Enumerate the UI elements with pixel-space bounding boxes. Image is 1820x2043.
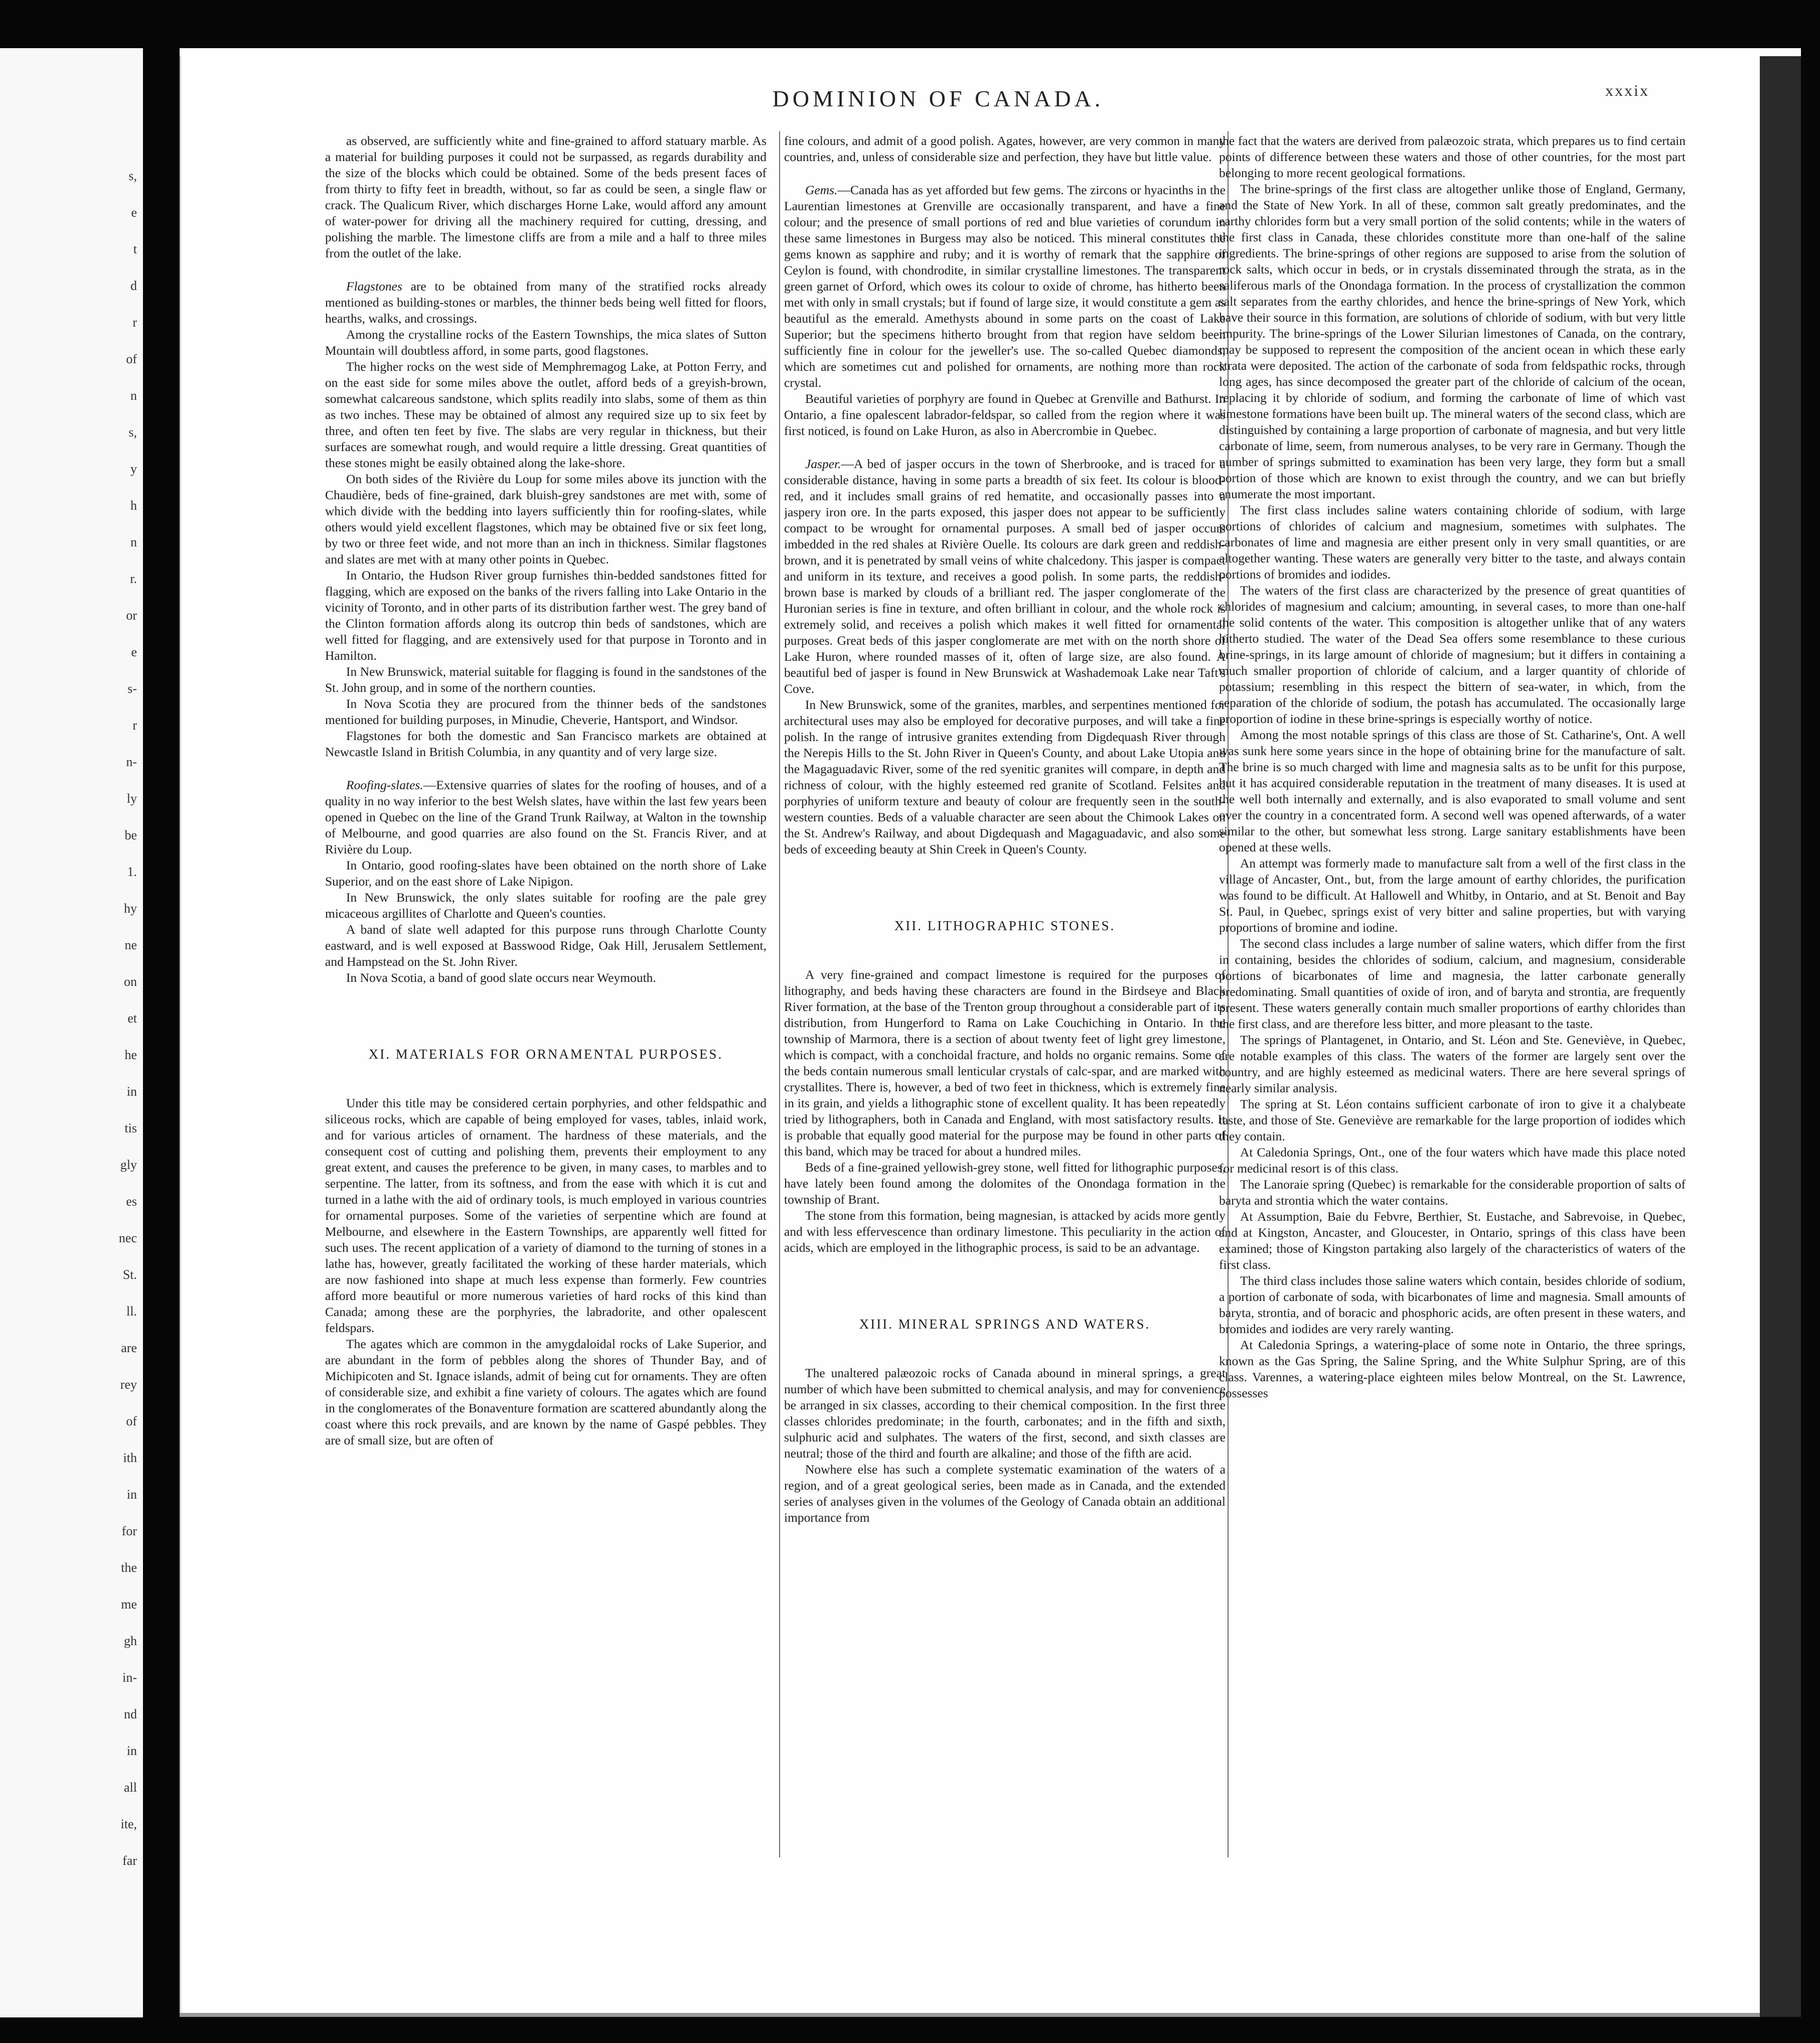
margin-fragment: or xyxy=(126,608,137,623)
margin-fragment: ne xyxy=(124,938,137,952)
paragraph-text: The brine-springs of the first class are altogether unlike those of England, Germany, and the State of New York. In all of these, common salt greatly predominates, and the earthy chlorides form but a very small portion of the solid contents; while in the waters of the first class in Canada, these chlorides constitute more than one-half of the saline ingredients. The brine-springs of other regions are supposed to arise from the solution of rock salts, which occur in beds, or in crystals disseminated through the strata, as in the saliferous marls of the Onondaga formation. In the process of crystallization the common salt separates from the earthy chlorides, and hence the brine-springs of New York, which have their source in this formation, are solutions of chloride of sodium, with but very little impurity. The brine-springs of the Lower Silurian limestones of Canada, on the contrary, may be supposed to represent the composition of the ancient ocean in which these early strata were deposited. The action of the carbonate of soda from feldspathic rocks, through long ages, has since decomposed the greater part of the chloride of calcium of the ocean, replacing it by chloride of sodium, and forming the carbonate of lime of which vast limestone formations have been built up. The mineral waters of the second class, which are distinguished by containing a large proportion of carbonate of magnesia, and but very little carbonate of lime, seem, from numerous analyses, to be very rare in Germany. Though the number of springs submitted to examination has been very large, they form but a small portion of those which are known to exist through the country, and we can but briefly enumerate the most important. xyxy=(1219,182,1686,501)
margin-fragment: in xyxy=(126,1487,137,1502)
margin-fragment: s- xyxy=(127,681,137,696)
margin-fragment: e xyxy=(131,205,137,220)
paragraph-text: In Nova Scotia they are procured from the thinner beds of the sandstones mentioned for building purposes, in Minudie, Cheverie, Hantsport, and Windsor. xyxy=(325,696,767,727)
margin-fragment: es xyxy=(126,1194,137,1209)
section-heading-xiii: XIII. MINERAL SPRINGS AND WATERS. xyxy=(859,1317,1151,1332)
margin-fragment: tis xyxy=(124,1121,137,1135)
margin-fragment: ll. xyxy=(126,1304,137,1319)
margin-fragment: ith xyxy=(123,1450,137,1465)
paragraph xyxy=(325,278,767,327)
margin-fragment: r xyxy=(132,315,137,330)
paragraph-text: Beds of a fine-grained yellowish-grey stone, well fitted for lithographic purposes, have lately been found among the dolomites of the Onondaga formation in the township of Brant. xyxy=(784,1160,1226,1207)
paragraph xyxy=(784,391,1226,439)
paragraph-text: In New Brunswick, material suitable for flagging is found in the sandstones of the St. John group, and in some of the northern counties. xyxy=(325,664,767,695)
paragraph xyxy=(325,1336,767,1448)
paragraph-text: In Ontario, the Hudson River group furnishes thin-bedded sandstones fitted for flagging, which are exposed on the banks of the rivers falling into Lake Ontario in the vicinity of Toronto, and in other parts of its distribution farther west. The grey band of the Clinton formation affords along its outcrop thin beds of sandstones, which are well fitted for flagging, and are extensively used for that purpose in Toronto and in Hamilton. xyxy=(325,568,767,663)
margin-fragment: are xyxy=(121,1341,137,1355)
paragraph xyxy=(325,890,767,922)
margin-fragment: s, xyxy=(128,425,137,440)
margin-fragment: in- xyxy=(122,1670,137,1685)
paragraph-text: The agates which are common in the amygdaloidal rocks of Lake Superior, and are abundant in the form of pebbles along the shores of Thunder Bay, and of Michipicoten and St. Ignace islands, admit of being cut for ornaments. They are often of considerable size, and exhibit a fine variety of colours. The agates which are found in the conglomerates of the Bonaventure formation are scattered abundantly along the coast where this rock prevails, and are known by the name of Gaspé pebbles. They are of small size, but are often of xyxy=(325,1337,767,1447)
margin-fragment: gh xyxy=(124,1634,137,1648)
paragraph xyxy=(784,182,1226,391)
paragraph xyxy=(325,567,767,664)
scan-border-right xyxy=(1801,0,1820,2043)
paragraph xyxy=(784,1208,1226,1256)
margin-fragment: rey xyxy=(120,1377,137,1392)
paragraph xyxy=(325,327,767,359)
paragraph xyxy=(1219,855,1686,936)
paragraph-text: Beautiful varieties of porphyry are found in Quebec at Grenville and Bathurst. In Ontario, a fine opalescent labrador-feldspar, so called from the region where it was first noticed, is found on Lake Huron, as also in Abercrombie in Quebec. xyxy=(784,391,1226,438)
paragraph-text: The Lanoraie spring (Quebec) is remarkable for the considerable proportion of salts of baryta and strontia which the water contains. xyxy=(1219,1177,1686,1208)
paragraph-text: The spring at St. Léon contains sufficient carbonate of iron to give it a chalybeate taste, and those of Ste. Geneviève are remarkable for the large proportion of iodides which they contain. xyxy=(1219,1097,1686,1143)
paragraph xyxy=(784,967,1226,1159)
margin-fragment: nec xyxy=(118,1231,137,1245)
paragraph-text: At Assumption, Baie du Febvre, Berthier, St. Eustache, and Sabrevoise, in Quebec, and at Kingston, Ancaster, and Gloucester, in Ontario, springs of this class have been examined; those of Kingston partaking also largely of the characteristics of waters of the first class. xyxy=(1219,1209,1686,1272)
margin-fragment: gly xyxy=(120,1157,137,1172)
margin-fragment: n- xyxy=(126,755,137,769)
paragraph-text: The springs of Plantagenet, in Ontario, and St. Léon and Ste. Geneviève, in Quebec, are notable examples of this class. The waters of the former are largely sent over the country, and are highly esteemed as medicinal waters. There are here several springs of nearly similar analysis. xyxy=(1219,1033,1686,1095)
paragraph xyxy=(784,133,1226,165)
paragraph xyxy=(784,697,1226,857)
paragraph xyxy=(784,1159,1226,1208)
margin-fragment: all xyxy=(124,1780,137,1795)
paragraph-text: —Extensive quarries of slates for the roofing of houses, and of a quality in no way inferior to the best Welsh slates, have within the last few years been opened in Quebec on the line of the Grand Trunk Railway, at Walton in the township of Melbourne, and good quarries are also found on the St. Francis River, and at Rivière du Loup. xyxy=(325,778,767,856)
margin-fragment: nd xyxy=(124,1707,137,1721)
margin-fragment: far xyxy=(122,1853,137,1868)
paragraph-text: Under this title may be considered certain porphyries, and other feldspathic and siliceous rocks, which are capable of being employed for vases, tables, inlaid work, and for various articles of ornament. The hardness of these materials, and the consequent cost of cutting and polishing them, prevents their employment to any great extent, and causes the preference to be given, in many cases, to marbles and to serpentine. The latter, from its softness, and from the ease with which it is cut and turned in a lathe with the aid of ordinary tools, is much employed in various countries for ornamental purposes. Some of the varieties of serpentine which are found at Melbourne, and elsewhere in the Eastern Townships, are apparently well fitted for such uses. The recent application of a variety of diamond to the turning of stones in a lathe has, however, greatly facilitated the working of these harder materials, which are now fashioned into shape at much less expense than formerly. Few countries afford more beautiful or more numerous varieties of hard rocks of this kind than Canada; among these are the porphyries, the labradorite, and other opalescent feldspars. xyxy=(325,1096,767,1335)
paragraph-text: The waters of the first class are characterized by the presence of great quantities of chlorides of magnesium and calcium; amounting, in several cases, to more than one-half the solid contents of the water. This composition is altogether unlike that of any waters hitherto studied. The water of the Dead Sea offers some resemblance to these curious brine-springs, in its large amount of chloride of magnesium; but it differs in containing a much smaller proportion of chloride of calcium, and a larger quantity of chloride of potassium; resembling in this respect the bittern of sea-water, in which, from the separation of the chloride of sodium, the potash has accumulated. The occasionally large proportion of iodine in these brine-springs is especially worthy of notice. xyxy=(1219,583,1686,726)
paragraph xyxy=(325,133,767,261)
section-heading-xi: XI. MATERIALS FOR ORNAMENTAL PURPOSES. xyxy=(368,1047,723,1062)
margin-fragment: n xyxy=(130,535,137,549)
paragraph-text: The third class includes those saline waters which contain, besides chloride of sodium, a portion of carbonate of soda, with bicarbonates of lime and magnesia. Small amounts of baryta, strontia, and of boracic and phosphoric acids, are often present in these waters, and bromides and iodides are very rarely wanting. xyxy=(1219,1273,1686,1336)
paragraph xyxy=(1219,1144,1686,1177)
paragraph xyxy=(325,471,767,567)
margin-fragment: of xyxy=(126,352,137,366)
paragraph xyxy=(1219,936,1686,1032)
paragraph-text: The second class includes a large number of saline waters, which differ from the first in containing, besides the chlorides of sodium, calcium, and magnesium, considerable portions of bicarbonates of lime and magnesia, the latter carbonate generally predominating. Small quantities of oxide of iron, and of baryta and strontia, are frequently present. These waters generally contain much smaller proportions of earthy chlorides than the first class, and are therefore less bitter, and more pleasant to the taste. xyxy=(1219,936,1686,1031)
paragraph xyxy=(1219,1209,1686,1273)
paragraph xyxy=(1219,582,1686,727)
paragraph xyxy=(1219,727,1686,855)
paragraph xyxy=(325,857,767,890)
paragraph-text: —A bed of jasper occurs in the town of Sherbrooke, and is traced for a considerable distance, having in some parts a breadth of six feet. Its colour is blood-red, and it includes small grains of red hematite, and occasionally passes into a jaspery iron ore. In the parts exposed, this jasper does not appear to be sufficiently compact to be wrought for ornamental purposes. A small bed of jasper occurs imbedded in the red shales at Rivière Ouelle. Its colours are dark green and reddish-brown, and it is penetrated by small veins of white chalcedony. This jasper is compact and uniform in its texture, and receives a good polish. In some parts, the reddish-brown base is marked by clouds of a brilliant red. The jasper conglomerate of the Huronian series is fine in texture, and often brilliant in colour, and the whole rock is extremely solid, and receives a polish which makes it well fitted for ornamental purposes. Great beds of this jasper conglomerate are met with on the north shore of Lake Huron, where rounded masses of it, often of large size, are also found. A beautiful bed of jasper is found in New Brunswick at Washademoak Lake near Taft's Cove. xyxy=(784,457,1226,696)
paragraph xyxy=(325,696,767,728)
scan-border-top xyxy=(0,0,1820,48)
topic-lead: Roofing-slates. xyxy=(346,778,423,792)
margin-fragment: y xyxy=(130,462,137,476)
paragraph-text: In New Brunswick, some of the granites, marbles, and serpentines mentioned for architectural uses may also be employed for decorative purposes, and will take a fine polish. In the range of intrusive granites extending from Digdequash River through the Nerepis Hills to the St. John River in Queen's County, and about Lake Utopia and the Magaguadavic River, some of the red syenitic granites will compare, in depth and richness of colour, with the highly esteemed red granite of Scotland. Felsites and porphyries of uniform texture and beauty of colour are frequently seen in the south-western counties. Beds of a valuable character are seen about the Chimook Lakes on the St. Andrew's Railway, and about Digdequash and Magaguadavic, and also some beds of exceeding beauty at Shin Creek in Queen's County. xyxy=(784,697,1226,856)
paragraph xyxy=(1219,1177,1686,1209)
topic-lead: Jasper. xyxy=(805,457,841,471)
paragraph-text: the fact that the waters are derived from palæozoic strata, which prepares us to find certain points of difference between these waters and those of other countries, for the most part belonging to more recent geological formations. xyxy=(1219,133,1686,180)
paragraph-text: Nowhere else has such a complete systematic examination of the waters of a region, and of a great geological series, been made as in Canada, and the extended series of analyses given in the volumes of the Geology of Canada obtain an additional importance from xyxy=(784,1462,1226,1525)
margin-fragment: me xyxy=(121,1597,137,1612)
paragraph-text: as observed, are sufficiently white and fine-grained to afford statuary marble. As a material for building purposes it could not be surpassed, as regards durability and the size of the blocks which could be obtained. Some of the beds present faces of from thirty to fifty feet in breadth, without, so far as could be seen, a single flaw or crack. The Qualicum River, which discharges Horne Lake, would afford any amount of water-power for driving all the machinery required for cutting, dressing, and polishing the marble. The limestone cliffs are from a mile and a half to three miles from the outlet of the lake. xyxy=(325,133,767,260)
margin-fragment: d xyxy=(130,278,137,293)
paragraph-text: In Nova Scotia, a band of good slate occurs near Weymouth. xyxy=(346,970,656,985)
margin-fragment: 1. xyxy=(127,864,137,879)
paragraph-text: The higher rocks on the west side of Memphremagog Lake, at Potton Ferry, and on the east side for some miles above the outlet, afford beds of a greyish-brown, somewhat calcareous sandstone, which splits readily into slabs, some of them as thin as two inches. These may be obtained of almost any required size up to six feet by three, and often ten feet by five. The slabs are very regular in thickness, but their surfaces are somewhat rough, and would require a little dressing. Great quantities of these stones might be easily obtained along the lake-shore. xyxy=(325,359,767,470)
paragraph-text: At Caledonia Springs, Ont., one of the four waters which have made this place noted for medicinal resort is of this class. xyxy=(1219,1145,1686,1176)
topic-lead: Flagstones xyxy=(346,279,402,294)
margin-fragment: t xyxy=(133,242,137,256)
paragraph xyxy=(784,1365,1226,1462)
margin-fragment: be xyxy=(124,828,137,842)
margin-fragment: r. xyxy=(130,571,137,586)
paragraph-text: A band of slate well adapted for this purpose runs through Charlotte County eastward, and is well exposed at Basswood Ridge, Oak Hill, Jerusalem Settlement, and Hampstead on the St. John River. xyxy=(325,922,767,969)
paragraph-text: —Canada has as yet afforded but few gems. The zircons or hyacinths in the Laurentian limestones at Grenville are occasionally transparent, and have a fine colour; and the presence of small portions of red and blue varieties of corundum in these same limestones in Burgess may also be noticed. This mineral constitutes the gems known as sapphire and ruby; and it is worthy of remark that the sapphire of Ceylon is found, with chondrodite, in similar crystalline limestones. The transparent green garnet of Orford, which owes its colour to oxide of chrome, has hitherto been met with only in small crystals; but if found of large size, it would constitute a gem as beautiful as the emerald. Amethysts abound in some parts on the coast of Lake Superior; but the specimens hitherto brought from that region have seldom been sufficiently fine in colour for the jeweller's use. The so-called Quebec diamonds, which are sometimes cut and polished for ornaments, are nothing more than rock crystal. xyxy=(784,183,1226,390)
paragraph-text: Among the crystalline rocks of the Eastern Townships, the mica slates of Sutton Mountain will doubtless afford, in some parts, good flagstones. xyxy=(325,327,767,358)
margin-fragment: hy xyxy=(124,901,137,916)
margin-fragment: h xyxy=(130,498,137,513)
running-title: DOMINION OF CANADA. xyxy=(772,86,1104,111)
paragraph xyxy=(1219,181,1686,502)
paragraph-text: A very fine-grained and compact limestone is required for the purposes of lithography, and beds having these characters are found in the Birdseye and Black River formation, at the base of the Trenton group throughout a considerable part of its distribution, from Hungerford to Rama on Lake Couchiching in Ontario. In the township of Marmora, there is a section of about twenty feet of light grey limestone, which is compact, with a conchoidal fracture, and holds no organic remains. Some of the beds contain numerous small lenticular crystals of calc-spar, and are marked with crystallites. There is, however, a bed of two feet in thickness, which is extremely fine in its grain, and yields a lithographic stone of excellent quality. It has been repeatedly tried by lithographers, both in Canada and England, with most satisfactory results. It is probable that equally good material for the purpose may be found in other parts of this band, which may be traced for about a hundred miles. xyxy=(784,967,1226,1158)
margin-fragment: he xyxy=(124,1048,137,1062)
paragraph xyxy=(1219,502,1686,582)
paragraph xyxy=(325,1095,767,1336)
paragraph-text: are to be obtained from many of the stratified rocks already mentioned as building-stones or marbles, the thinner beds being well fitted for floors, hearths, walks, and crossings. xyxy=(325,279,767,326)
paragraph-text: The stone from this formation, being magnesian, is attacked by acids more gently and with less effervescence than ordinary limestone. This peculiarity in the action of acids, which are employed in the lithographic process, is said to be an advantage. xyxy=(784,1208,1226,1255)
paragraph-text: Flagstones for both the domestic and San Francisco markets are obtained at Newcastle Island in British Columbia, in any quantity and of very large size. xyxy=(325,728,767,759)
paragraph xyxy=(784,456,1226,697)
margin-fragment: in xyxy=(126,1084,137,1099)
paragraph-text: fine colours, and admit of a good polish. Agates, however, are very common in many countries, and, unless of considerable size and perfection, they have but little value. xyxy=(784,133,1226,164)
paragraph xyxy=(325,359,767,471)
margin-fragment: et xyxy=(127,1011,137,1026)
paragraph-text: Among the most notable springs of this class are those of St. Catharine's, Ont. A well was sunk here some years since in the hope of obtaining brine for the manufacture of salt. The brine is so much charged with lime and magnesia salts as to be unfit for this purpose, but it has acquired considerable reputation in the treatment of many diseases. It is used at the well both internally and externally, and is also evaporated to small volume and sent over the country in a concentrated form. A second well was opened afterwards, of a water similar to the other, but somewhat less strong. Large sanitary establishments have been opened at these wells. xyxy=(1219,727,1686,854)
column-left xyxy=(325,133,767,1989)
scan-border-bottom xyxy=(0,2017,1820,2043)
margin-fragment: n xyxy=(130,388,137,403)
paragraph xyxy=(784,1462,1226,1526)
paragraph-text: An attempt was formerly made to manufacture salt from a well of the first class in the village of Ancaster, Ont., but, from the large amount of earthy chlorides, the purification was found to be difficult. At Hallowell and Whitby, in Ontario, and at St. Benoit and Bay St. Paul, in Quebec, springs exist of very bitter and saline properties, but with varying proportions of bromine and iodine. xyxy=(1219,856,1686,935)
section-heading-xii: XII. LITHOGRAPHIC STONES. xyxy=(894,918,1116,933)
margin-fragment: e xyxy=(131,645,137,659)
margin-fragment: of xyxy=(126,1414,137,1428)
paragraph xyxy=(1219,1032,1686,1096)
paragraph xyxy=(1219,133,1686,181)
margin-fragment: the xyxy=(121,1560,137,1575)
paragraph xyxy=(325,922,767,970)
column-rule-1 xyxy=(779,131,780,1857)
paragraph xyxy=(325,728,767,760)
margin-fragment: St. xyxy=(122,1267,137,1282)
margin-fragment: on xyxy=(124,974,137,989)
page-bottom-shadow xyxy=(180,2013,1760,2017)
column-right xyxy=(1219,133,1686,1989)
margin-fragment: s, xyxy=(128,169,137,183)
margin-fragment: r xyxy=(132,718,137,733)
facing-page-edge xyxy=(0,48,143,2017)
paragraph-text: The unaltered palæozoic rocks of Canada abound in mineral springs, a great number of which have been submitted to chemical analysis, and may for convenience be arranged in six classes, according to their chemical composition. In the first three classes chlorides predominate; in the fourth, carbonates; and in the fifth and sixth, sulphuric acid and sulphates. The waters of the first, second, and sixth classes are neutral; those of the third and fourth are alkaline; and those of the fifth are acid. xyxy=(784,1366,1226,1461)
topic-lead: Gems. xyxy=(805,183,838,197)
margin-fragment: ite, xyxy=(120,1817,137,1831)
paragraph-text: On both sides of the Rivière du Loup for some miles above its junction with the Chaudière, beds of fine-grained, dark bluish-grey sandstones are met with, some of which divide with the bedding into layers sufficiently thin for roofing-slates, while others would yield excellent flagstones, which may be obtained five or six feet long, by two or three feet wide, and not more than an inch in thickness. Similar flagstones and slates are met with at many other points in Quebec. xyxy=(325,472,767,566)
margin-fragment: ly xyxy=(126,791,137,806)
paragraph xyxy=(1219,1273,1686,1337)
margin-fragment: in xyxy=(126,1743,137,1758)
page-shadow xyxy=(1760,56,1801,2017)
paragraph-text: The first class includes saline waters containing chloride of sodium, with large portions of chlorides of calcium and magnesium, sometimes with sulphates. The carbonates of lime and magnesia are either present only in very small quantities, or are altogether wanting. These waters are generally very bitter to the taste, and always contain portions of bromides and iodides. xyxy=(1219,503,1686,581)
column-middle xyxy=(784,133,1226,1989)
paragraph-text: In Ontario, good roofing-slates have been obtained on the north shore of Lake Superior, and on the east shore of Lake Nipigon. xyxy=(325,858,767,889)
paragraph-text: At Caledonia Springs, a watering-place of some note in Ontario, the three springs, known as the Gas Spring, the Saline Spring, and the White Sulphur Spring, are of this class. Varennes, a watering-place eighteen miles below Montreal, on the St. Lawrence, possesses xyxy=(1219,1338,1686,1400)
margin-fragment: for xyxy=(121,1524,137,1538)
paragraph xyxy=(325,777,767,857)
paragraph xyxy=(1219,1096,1686,1144)
page-number: xxxix xyxy=(1605,81,1649,99)
scan-border-gutter xyxy=(143,48,180,2017)
paragraph xyxy=(325,664,767,696)
paragraph xyxy=(325,970,767,986)
paragraph xyxy=(1219,1337,1686,1401)
paragraph-text: In New Brunswick, the only slates suitable for roofing are the pale grey micaceous argillites of Charlotte and Queen's counties. xyxy=(325,890,767,921)
